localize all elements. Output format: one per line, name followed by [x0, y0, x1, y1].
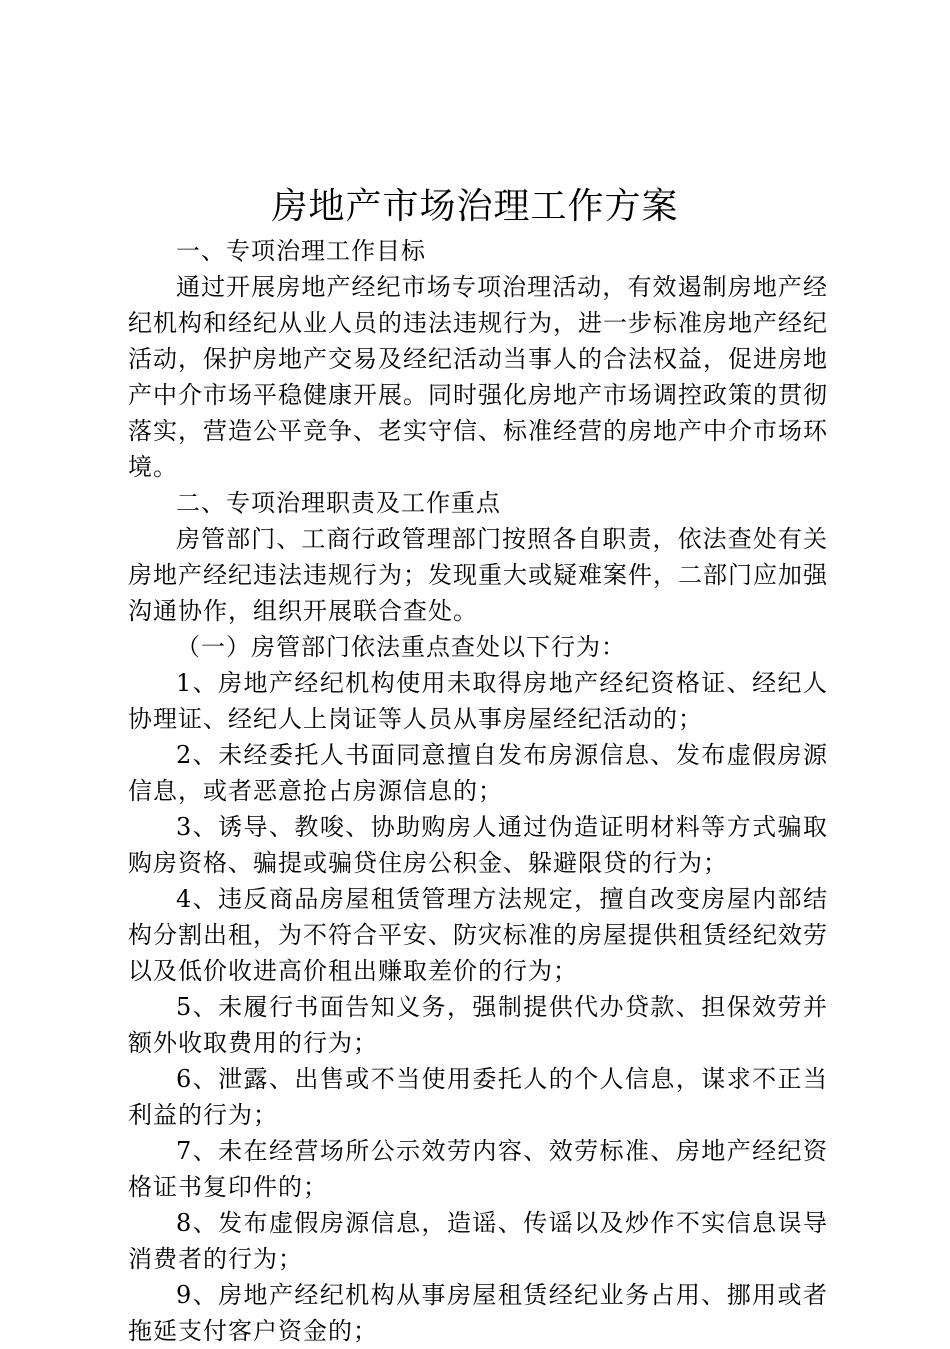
- paragraph-goal: 通过开展房地产经纪市场专项治理活动，有效遏制房地产经纪机构和经纪从业人员的违法违规行为，进一步标准房地产经纪活动，保护房地产交易及经纪活动当事人的合法权益，促进房地产中介市场平稳健康开展。同时强化房地产市场调控政策的贯彻落实，营造公平竞争、老实守信、标准经营的房地产中介市场环境。: [128, 273, 828, 481]
- section-heading-2: 二、专项治理职责及工作重点: [176, 489, 501, 517]
- list-item: 8、发布虚假房源信息，造谣、传谣以及炒作不实信息误导消费者的行为；: [128, 1209, 828, 1273]
- paragraph-responsibilities: 房管部门、工商行政管理部门按照各自职责，依法查处有关房地产经纪违法违规行为；发现重大或疑难案件，二部门应加强沟通协作，组织开展联合查处。: [128, 525, 828, 625]
- list-item: 1、房地产经纪机构使用未取得房地产经纪资格证、经纪人协理证、经纪人上岗证等人员从事房屋经纪活动的；: [128, 669, 828, 733]
- list-item: 2、未经委托人书面同意擅自发布房源信息、发布虚假房源信息，或者恶意抢占房源信息的；: [128, 741, 828, 805]
- list-item: 3、诱导、教唆、协助购房人通过伪造证明材料等方式骗取购房资格、骗提或骗贷住房公积金、躲避限贷的行为；: [128, 813, 828, 877]
- list-item: 6、泄露、出售或不当使用委托人的个人信息，谋求不正当利益的行为；: [128, 1065, 828, 1129]
- document-body: [128, 233, 828, 1349]
- section-heading-1: 一、专项治理工作目标: [176, 237, 426, 265]
- list-item: 9、房地产经纪机构从事房屋租赁经纪业务占用、挪用或者拖延支付客户资金的；: [128, 1281, 828, 1345]
- list-item: 4、违反商品房屋租赁管理方法规定，擅自改变房屋内部结构分割出租，为不符合平安、防灾标准的房屋提供租赁经纪效劳以及低价收进高价租出赚取差价的行为；: [128, 885, 828, 985]
- subsection-heading-1: （一）房管部门依法重点查处以下行为：: [176, 633, 626, 661]
- list-item: 7、未在经营场所公示效劳内容、效劳标准、房地产经纪资格证书复印件的；: [128, 1137, 828, 1201]
- document-title: 房地产市场治理工作方案: [271, 186, 679, 227]
- list-item: 5、未履行书面告知义务，强制提供代办贷款、担保效劳并额外收取费用的行为；: [128, 993, 828, 1057]
